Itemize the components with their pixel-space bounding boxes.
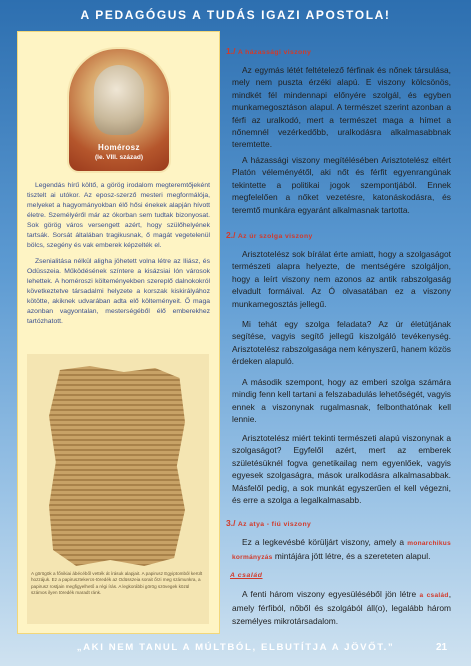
section-3-title: Az atya - fiú viszony bbox=[237, 521, 312, 528]
section-1-paragraph-1: Az egymás létét feltételező férfinak és nőnek társulása, mely nem puszta érzéki alapú. E viszony kölcsönös, mindkét fél mindennapi előnyére szolgál, és egyben munkamegosztáson alapul. A természet szerint azonban a férfi az uralkodó, mert a természet maga a hímet a nőnemnél vezérkedőbb, uralkodásra alkalmasabbnak teremtette. bbox=[232, 65, 451, 150]
bust-image bbox=[94, 65, 144, 135]
portrait-name: Homérosz bbox=[98, 143, 140, 152]
family-heading: A család bbox=[230, 572, 263, 579]
section-heading-1 bbox=[226, 46, 311, 56]
section-2-paragraph-2: Mi tehát egy szolga feladata? Az úr életútjának segítése, vagyis segítő jellegű kiszolgáló tevékenység. Arisztotelész rabszolgasága nem kényszerű, hanem közös érdeken alapuló. bbox=[232, 319, 451, 367]
section-2-number: 2./ bbox=[226, 230, 236, 240]
sidebar-paragraph-1: Legendás hírű költő, a görög irodalom megteremtőjeként tisztelt ai utókor. Az eposz-szerző mesteri megformálója, melyeket a hagyományokban élő hősi énekek alapján hívott életre. Személyéről már az ókorban sem tudtak bizonyosat. Sok görög város versengett azért, hogy szülőhelyének tartsák. Sorsát általában tragikusnak, ő magát vegetelenül bölcs, szegény és vak emberek képzelték el. bbox=[27, 182, 210, 249]
family-term: a család bbox=[419, 592, 449, 599]
papyrus-figure bbox=[27, 354, 209, 624]
papyrus-caption: A görögök a főnikiai ábécéből vették át írásuk alapjait. A papirusz Egyiptomból került hozzájuk. Ez a papirusztekercs-töredék az Odüsszeia sorait őrzi meg számunkra, a papirusz rostjain megfigyelhető a régi írás. A legkorábbi görög szövegek közül számos ilyen töredék maradt ránk. bbox=[31, 571, 203, 596]
section-1-number: 1./ bbox=[226, 46, 236, 56]
section-3-number: 3./ bbox=[226, 518, 236, 528]
header-title: A PEDAGÓGUS A TUDÁS IGAZI APOSTOLA! bbox=[80, 8, 391, 22]
section-heading-3 bbox=[226, 518, 311, 528]
portrait-homer bbox=[67, 47, 171, 173]
footer-quote: „AKI NEM TANUL A MÚLTBÓL, ELBUTÍTJA A JÖVŐT.” bbox=[76, 642, 395, 653]
section-2-paragraph-3: A második szempont, hogy az emberi szolga számára mindig fenn kell tartani a felszabadulás lehetőségét, vagyis ennek a viszonynak rugalmasnak, felbonthatónak kell lennie. bbox=[232, 377, 451, 425]
section-3-paragraph-1: Ez a legkevésbé körüljárt viszony, amely a monarchikus kormányzás mintájára jött létre, és a szereteten alapul. bbox=[232, 537, 451, 562]
section-1-title: A házassági viszony bbox=[237, 49, 312, 56]
section-2-title: Az úr szolga viszony bbox=[237, 233, 313, 240]
sidebar-paragraph-2: Zsenialitása nélkül aligha jöhetett volna létre az Iliász, és Odüsszeia. Működésének színtere a kisázsiai Ión városok lehettek. A homéroszi költeményekben szereplő dalnokokról következtetve társadalmi helyzete a korszak kiskirályához kötötte, akiknek udvarában adta elő költeményeit. Ő maga azonban vagyontalan, mesterségéből élő emberekhez tartózhatott. bbox=[27, 258, 210, 325]
monarchic-term: monarchikus kormányzás bbox=[232, 540, 451, 562]
portrait-century: (Ie. VIII. század) bbox=[94, 154, 144, 161]
family-paragraph: A fenti három viszony egyesüléséből jön létre a család, amely férfiból, nőből és szolgából áll(o), legalább három személyes mikrotársadalom. bbox=[232, 589, 452, 626]
sidebar-panel bbox=[17, 31, 220, 634]
sidebar-text bbox=[27, 181, 210, 333]
page-number: 21 bbox=[436, 642, 448, 653]
section-heading-2 bbox=[226, 230, 313, 240]
section-2-paragraph-4: Arisztotelész miért tekinti természeti alapú viszonynak a szolgaságot? Egyfelől azért, mert az emberek születésüknél fogva genetikailag nem egyenlőek, vagyis egyesek szolgaságra, mások uralkodásra alkalmasabbak. Másfelől pedig, a sok munkát egyszerűen el kell végezni, és erre a szolga a legalkalmasabb. bbox=[232, 433, 451, 506]
papyrus-image bbox=[49, 366, 185, 566]
section-2-paragraph-1: Arisztotelész sok bírálat érte amiatt, hogy a szolgaságot természeti alapra helyezte, de mentségére szolgáljon, hogy a leírt viszony nem azonos az antik rabszolgaság elvadult formáival. Az Ó olvasatában ez a viszony munkamegosztás jellegű. bbox=[232, 249, 451, 309]
section-1-paragraph-2: A házassági viszony megítélésében Arisztotelész eltért Platón véleményétől, aki nőt és férfit egyenrangúnak tekintette a politikai jogok szempontjából. Ennek megfelelően a nőket vezetésre, katonáskodásra, és teremtő munkára egyaránt alkalmasnak tartotta. bbox=[232, 155, 451, 215]
